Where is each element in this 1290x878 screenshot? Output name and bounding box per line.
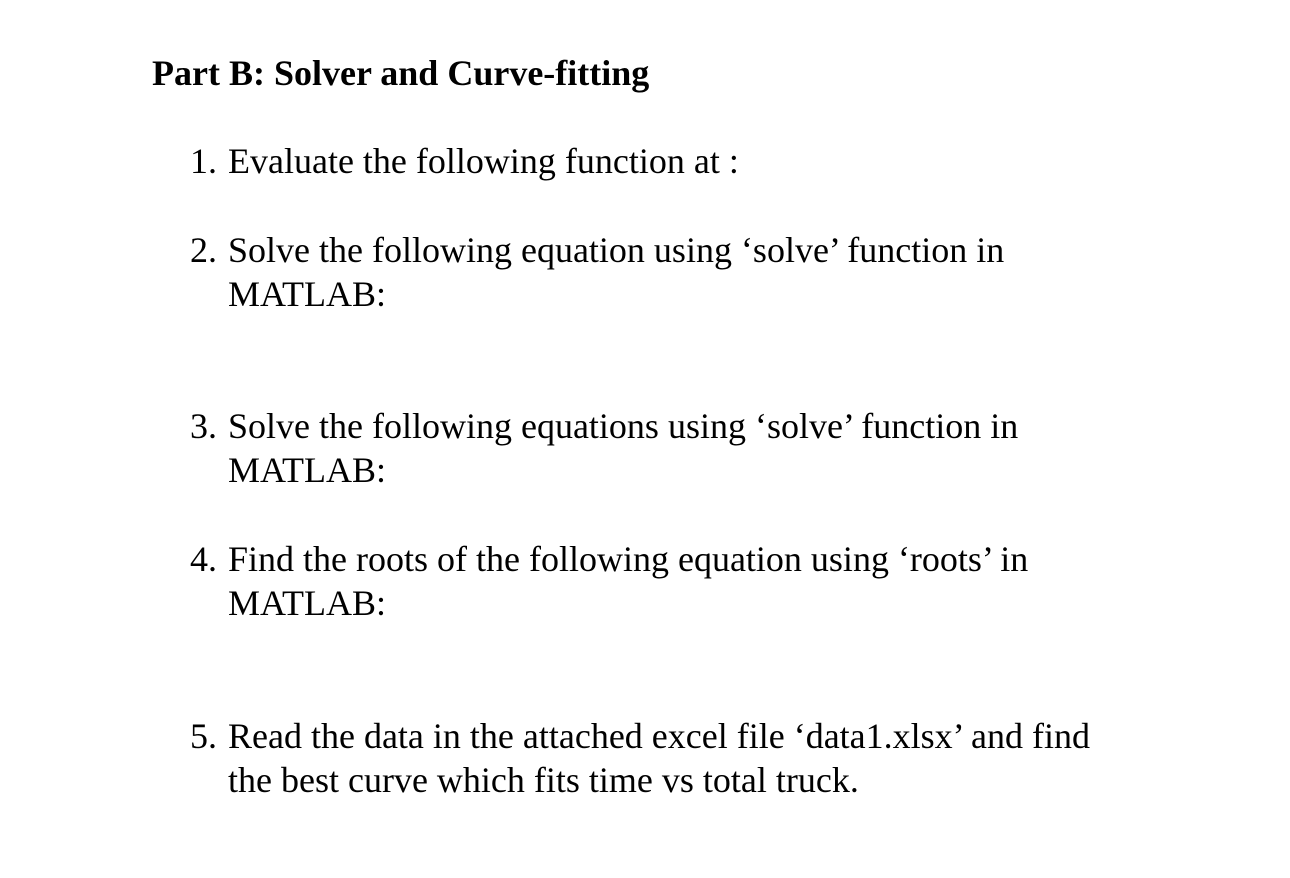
item-text-line: Solve the following equations using ‘solve’ function in: [228, 406, 1019, 446]
item-number: 5.: [190, 716, 217, 756]
item-text-line: Evaluate the following function at :: [228, 141, 739, 181]
item-text-line: Solve the following equation using ‘solve’ function in: [228, 230, 1005, 270]
section-title: Part B: Solver and Curve-fitting: [152, 53, 650, 93]
item-text-line: Read the data in the attached excel file ‘data1.xlsx’ and find: [228, 716, 1090, 756]
item-number: 1.: [190, 141, 217, 181]
item-number: 4.: [190, 539, 217, 579]
item-text-line: MATLAB:: [228, 583, 387, 623]
item-text-line: MATLAB:: [228, 450, 387, 490]
item-text-line: MATLAB:: [228, 274, 387, 314]
item-number: 2.: [190, 230, 217, 270]
item-text-line: Find the roots of the following equation using ‘roots’ in: [228, 539, 1029, 579]
item-number: 3.: [190, 406, 217, 446]
item-text-line: the best curve which fits time vs total truck.: [228, 760, 859, 800]
